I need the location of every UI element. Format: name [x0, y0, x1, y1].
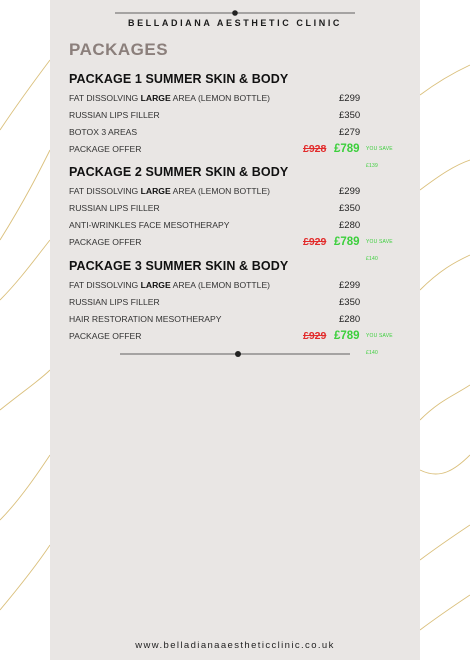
- price: £350: [339, 203, 361, 214]
- old-price: £929: [303, 236, 327, 248]
- saving-note: YOU SAVE £139: [366, 146, 393, 169]
- package-title: PACKAGE 1 SUMMER SKIN & BODY: [69, 72, 289, 86]
- old-price: £928: [303, 143, 327, 155]
- price-row: FAT DISSOLVING LARGE AREA (LEMON BOTTLE) £299: [69, 277, 405, 294]
- price: £350: [339, 110, 361, 121]
- package-2: [69, 162, 405, 262]
- price: £350: [339, 297, 361, 308]
- menu-panel: [50, 0, 420, 660]
- price: £280: [339, 220, 361, 231]
- package-offer-row: PACKAGE OFFER £929 £789 YOU SAVE £140: [69, 234, 405, 251]
- price-row: FAT DISSOLVING LARGE AREA (LEMON BOTTLE) £299: [69, 90, 405, 107]
- clinic-name: BELLADIANA AESTHETIC CLINIC: [127, 18, 343, 28]
- package-title: PACKAGE 2 SUMMER SKIN & BODY: [69, 165, 289, 179]
- offer-price: £789: [334, 330, 360, 342]
- saving-note: YOU SAVE £140: [366, 333, 393, 356]
- bottom-divider: [120, 350, 350, 358]
- price-row: RUSSIAN LIPS FILLER £350: [69, 294, 405, 311]
- offer-price: £789: [334, 236, 360, 248]
- offer-price: £789: [334, 143, 360, 155]
- package-title: PACKAGE 3 SUMMER SKIN & BODY: [69, 259, 289, 273]
- price-row: ANTI-WRINKLES FACE MESOTHERAPY £280: [69, 217, 405, 234]
- package-offer-row: PACKAGE OFFER £929 £789 YOU SAVE £140: [69, 328, 405, 345]
- top-divider: [115, 10, 355, 16]
- package-1: [69, 69, 405, 169]
- package-3: [69, 256, 405, 356]
- price-row: RUSSIAN LIPS FILLER £350: [69, 107, 405, 124]
- saving-note: YOU SAVE £140: [366, 239, 393, 262]
- price-row: HAIR RESTORATION MESOTHERAPY £280: [69, 311, 405, 328]
- page-title: PACKAGES: [69, 40, 169, 59]
- price: £280: [339, 314, 361, 325]
- price-row: BOTOX 3 AREAS £279: [69, 124, 405, 141]
- website-url: www.belladianaaestheticclinic.co.uk: [135, 640, 335, 651]
- package-offer-row: PACKAGE OFFER £928 £789 YOU SAVE £139: [69, 141, 405, 158]
- price: £279: [339, 127, 361, 138]
- price: £299: [339, 186, 361, 197]
- price-row: RUSSIAN LIPS FILLER £350: [69, 200, 405, 217]
- price-row: FAT DISSOLVING LARGE AREA (LEMON BOTTLE) £299: [69, 183, 405, 200]
- price: £299: [339, 280, 361, 291]
- price: £299: [339, 93, 361, 104]
- old-price: £929: [303, 330, 327, 342]
